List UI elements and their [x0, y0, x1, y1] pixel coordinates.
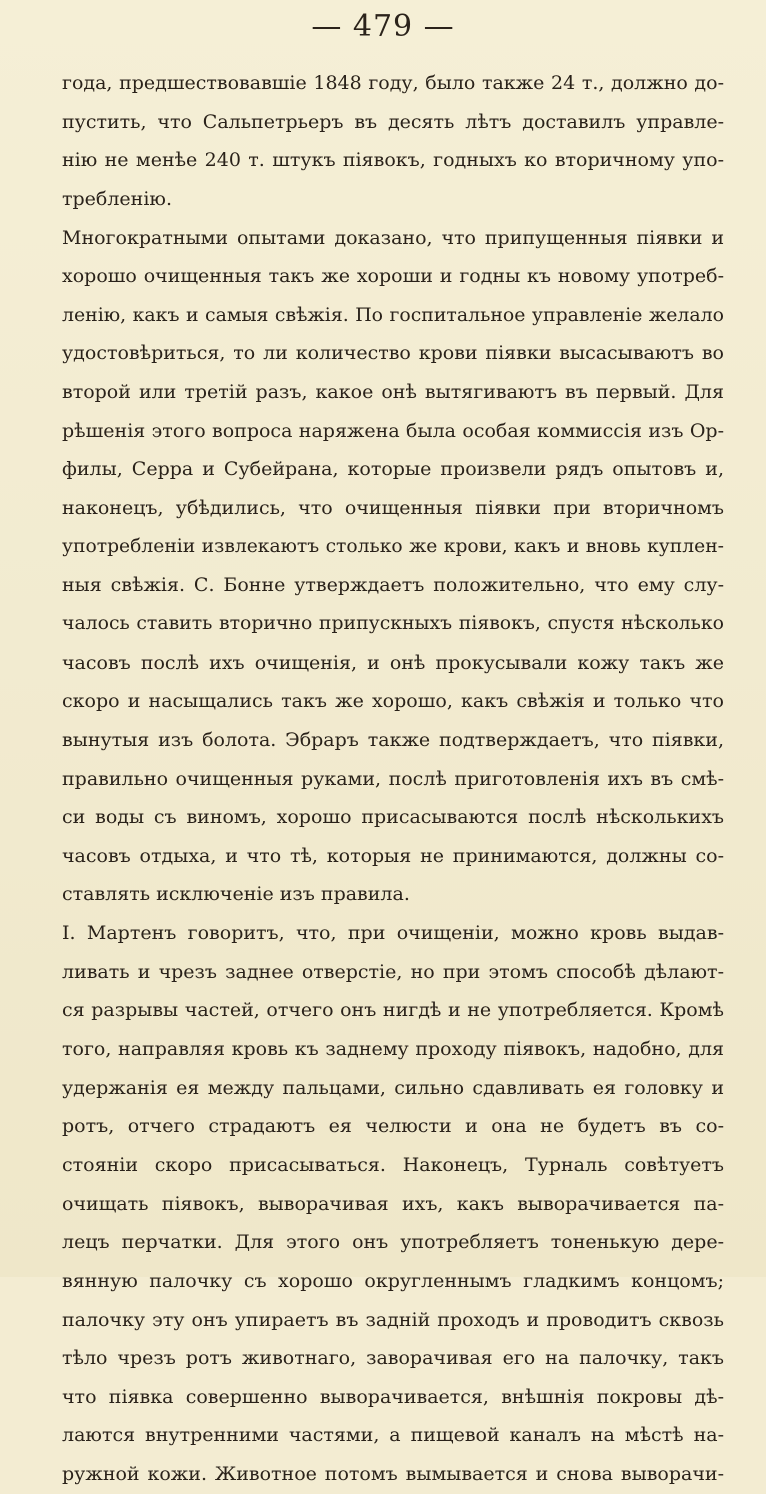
text-line: хорошо очищенныя такъ же хороши и годны къ новому употреб- [62, 265, 724, 288]
text-line: палочку эту онъ упираетъ въ задній проходъ и проводитъ сквозь [62, 1308, 724, 1331]
text-line: І. Мартенъ говоритъ, что, при очищеніи, можно кровь выдав- [62, 922, 724, 945]
text-line: часовъ послѣ ихъ очищенія, и онѣ прокусывали кожу такъ же [62, 651, 724, 674]
text-line: вянную палочку съ хорошо округленнымъ гладкимъ концомъ; [62, 1269, 724, 1292]
text-line: пустить, что Сальпетрьеръ въ десять лѣтъ доставилъ управле- [62, 110, 724, 133]
text-line: лецъ перчатки. Для этого онъ употребляетъ тоненькую дере- [62, 1231, 724, 1254]
text-line: ставлять исключеніе изъ правила. [62, 883, 410, 906]
text-line: ружной кожи. Животное потомъ вымывается и снова выворачи- [62, 1463, 724, 1486]
text-line: наконецъ, убѣдились, что очищенныя піявки при вторичномъ [62, 497, 724, 520]
text-line: лаются внутренними частями, а пищевой каналъ на мѣстѣ на- [62, 1424, 724, 1447]
text-line: Многократными опытами доказано, что припущенныя піявки и [62, 226, 724, 249]
text-line: ся разрывы частей, отчего онъ нигдѣ и не употребляется. Кромѣ [62, 999, 724, 1022]
text-line: вынутыя изъ болота. Эбраръ также подтверждаетъ, что піявки, [62, 728, 724, 751]
text-line: ленію, какъ и самыя свѣжія. По госпитальное управленіе желало [62, 303, 724, 326]
text-line: удостовѣриться, то ли количество крови піявки высасываютъ во [62, 342, 724, 365]
text-line: что піявка совершенно выворачивается, внѣшнія покровы дѣ- [62, 1385, 724, 1408]
text-line: филы, Серра и Субейрана, которые произвели рядъ опытовъ и, [62, 458, 724, 481]
text-line: скоро и насыщались такъ же хорошо, какъ свѣжія и только что [62, 690, 724, 713]
text-line: рѣшенія этого вопроса наряжена была особая коммиссія изъ Ор- [62, 419, 724, 442]
body-text [62, 64, 724, 1494]
text-line: часовъ отдыха, и что тѣ, которыя не принимаются, должны со- [62, 844, 724, 867]
text-line: стояніи скоро присасываться. Наконецъ, Турналь совѣтуетъ [62, 1153, 724, 1176]
text-line: очищать піявокъ, выворачивая ихъ, какъ выворачивается па- [62, 1192, 724, 1215]
text-line: си воды съ виномъ, хорошо присасываются послѣ нѣсколькихъ [62, 806, 724, 829]
text-line: ротъ, отчего страдаютъ ея челюсти и она не будетъ въ со- [62, 1115, 724, 1138]
text-line: требленію. [62, 187, 172, 210]
text-line: удержанія ея между пальцами, сильно сдавливать ея головку и [62, 1076, 724, 1099]
text-line: года, предшествовавшіе 1848 году, было также 24 т., должно до- [62, 72, 724, 94]
text-line: второй или третій разъ, какое онѣ вытягиваютъ въ первый. Для [62, 381, 724, 404]
text-line: чалось ставить вторично припускныхъ піявокъ, спустя нѣсколько [62, 612, 724, 634]
text-line: употребленіи извлекаютъ столько же крови, какъ и вновь куплен- [62, 535, 724, 557]
page-number: — 479 — [311, 9, 455, 44]
text-line: того, направляя кровь къ заднему проходу піявокъ, надобно, для [62, 1038, 724, 1061]
text-line: правильно очищенныя руками, послѣ приготовленія ихъ въ смѣ- [62, 767, 724, 790]
text-line: тѣло чрезъ ротъ животнаго, заворачивая его на палочку, такъ [62, 1347, 724, 1370]
text-line: ныя свѣжія. С. Бонне утверждаетъ положительно, что ему слу- [62, 574, 724, 597]
text-line: ливать и чрезъ заднее отверстіе, но при этомъ способѣ дѣлают- [62, 960, 724, 983]
text-line: нію не менѣе 240 т. штукъ піявокъ, годныхъ ко вторичному упо- [62, 149, 724, 172]
